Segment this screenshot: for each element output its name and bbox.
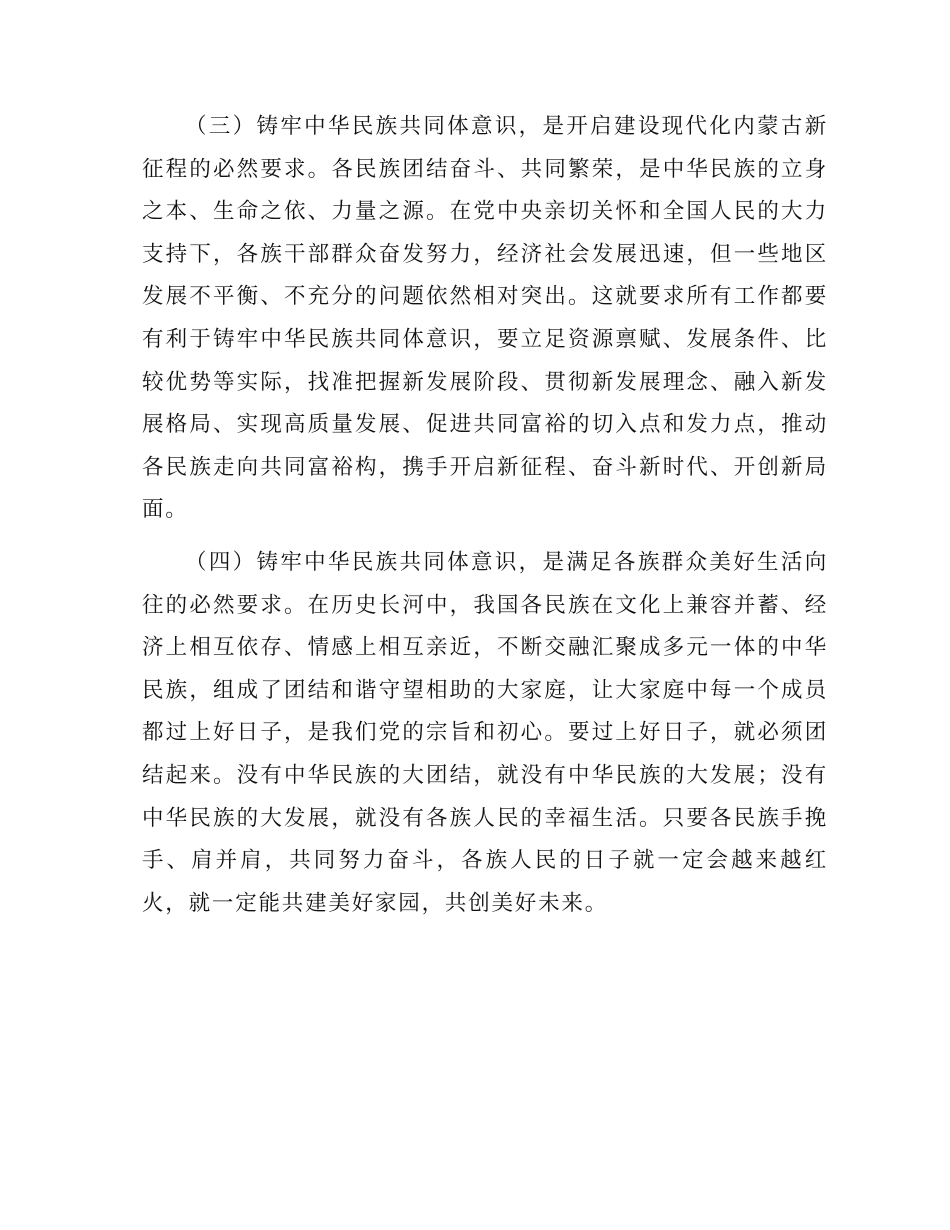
paragraph-four: （四）铸牢中华民族共同体意识，是满足各族群众美好生活向往的必然要求。在历史长河中，我国各民族在文化上兼容并蓄、经济上相互依存、情感上相互亲近，不断交融汇聚成多元一体的中华民族，组成了团结和谐守望相助的大家庭，让大家庭中每一个成员都过上好日子，是我们党的宗旨和初心。要过上好日子，就必须团结起来。没有中华民族的大团结，就没有中华民族的大发展；没有中华民族的大发展，就没有各族人民的幸福生活。只要各民族手挽手、肩并肩，共同努力奋斗，各族人民的日子就一定会越来越红火，就一定能共建美好家园，共创美好未来。 bbox=[142, 549, 828, 916]
document-body bbox=[142, 106, 828, 935]
paragraph-three: （三）铸牢中华民族共同体意识，是开启建设现代化内蒙古新征程的必然要求。各民族团结奋斗、共同繁荣，是中华民族的立身之本、生命之依、力量之源。在党中央亲切关怀和全国人民的大力支持下，各族干部群众奋发努力，经济社会发展迅速，但一些地区发展不平衡、不充分的问题依然相对突出。这就要求所有工作都要有利于铸牢中华民族共同体意识，要立足资源禀赋、发展条件、比较优势等实际，找准把握新发展阶段、贯彻新发展理念、融入新发展格局、实现高质量发展、促进共同富裕的切入点和发力点，推动各民族走向共同富裕构，携手开启新征程、奋斗新时代、开创新局面。 bbox=[142, 114, 828, 523]
